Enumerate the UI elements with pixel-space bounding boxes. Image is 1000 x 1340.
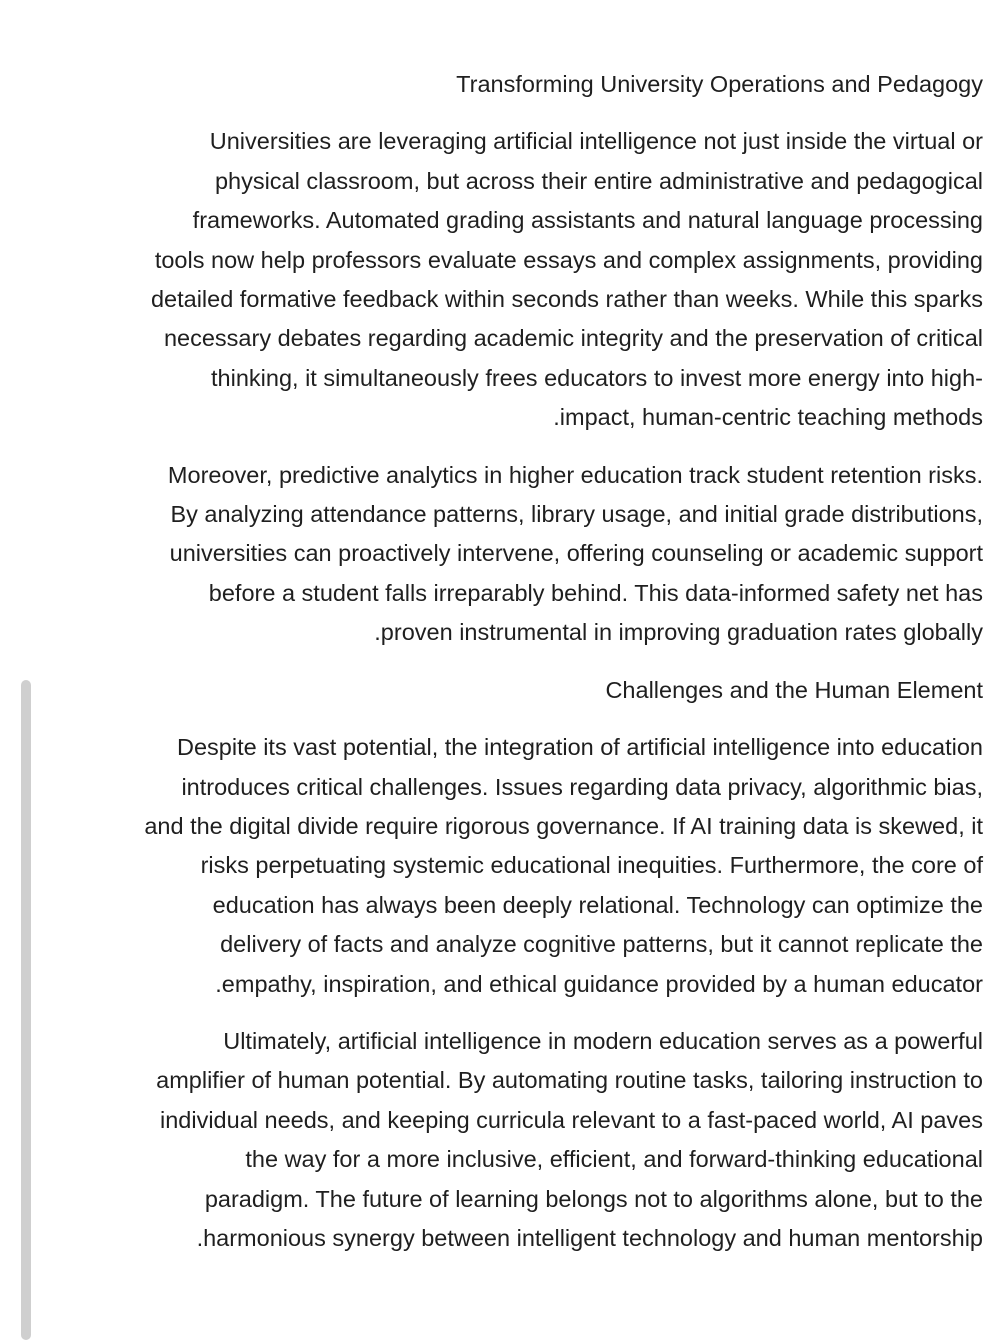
text-line: delivery of facts and analyze cognitive patterns, but it cannot replicate the: [220, 931, 983, 958]
text-line: .impact, human-centric teaching methods: [553, 404, 983, 431]
text-line: universities can proactively intervene, offering counseling or academic support: [169, 540, 983, 567]
text-line: introduces critical challenges. Issues regarding data privacy, algorithmic bias,: [181, 773, 983, 800]
paragraph-university-ai: [20, 122, 983, 437]
paragraph-conclusion: [20, 1022, 983, 1258]
text-line: .harmonious synergy between intelligent technology and human mentorship: [196, 1224, 983, 1251]
text-line: the way for a more inclusive, efficient, and forward-thinking educational: [245, 1146, 983, 1173]
text-line: and the digital divide require rigorous governance. If AI training data is skewed, it: [144, 812, 983, 839]
text-line: detailed formative feedback within seconds rather than weeks. While this sparks: [150, 286, 983, 313]
heading-text: Challenges and the Human Element: [605, 676, 983, 703]
text-line: .empathy, inspiration, and ethical guidance provided by a human educator: [215, 970, 983, 997]
text-line: tools now help professors evaluate essays and complex assignments, providing: [154, 246, 983, 273]
section-heading-challenges: [20, 671, 983, 710]
text-line: frameworks. Automated grading assistants and natural language processing: [192, 207, 983, 234]
text-line: individual needs, and keeping curricula relevant to a fast-paced world, AI paves: [160, 1106, 983, 1133]
text-line: .proven instrumental in improving graduation rates globally: [374, 619, 983, 646]
section-heading-operations: [20, 65, 983, 104]
text-line: Despite its vast potential, the integration of artificial intelligence into education: [177, 734, 983, 761]
text-line: thinking, it simultaneously frees educators to invest more energy into high-: [211, 364, 983, 391]
text-line: Ultimately, artificial intelligence in modern education serves as a powerful: [223, 1027, 983, 1054]
text-line: By analyzing attendance patterns, library usage, and initial grade distributions,: [170, 501, 983, 528]
text-line: necessary debates regarding academic integrity and the preservation of critical: [163, 325, 983, 352]
text-line: education has always been deeply relational. Technology can optimize the: [212, 891, 983, 918]
text-line: before a student falls irreparably behind. This data-informed safety net has: [208, 579, 983, 606]
text-line: risks perpetuating systemic educational inequities. Furthermore, the core of: [200, 852, 983, 879]
paragraph-challenges: [20, 728, 983, 1004]
text-line: Moreover, predictive analytics in higher education track student retention risks.: [167, 461, 983, 488]
text-line: physical classroom, but across their entire administrative and pedagogical: [214, 167, 983, 194]
document-body: [20, 65, 983, 1276]
paragraph-predictive-analytics: [20, 456, 983, 653]
text-line: paradigm. The future of learning belongs not to algorithms alone, but to the: [204, 1185, 983, 1212]
text-line: Universities are leveraging artificial intelligence not just inside the virtual or: [209, 128, 983, 155]
heading-text: Transforming University Operations and Pedagogy: [456, 71, 983, 97]
text-line: amplifier of human potential. By automating routine tasks, tailoring instruction to: [156, 1067, 983, 1094]
